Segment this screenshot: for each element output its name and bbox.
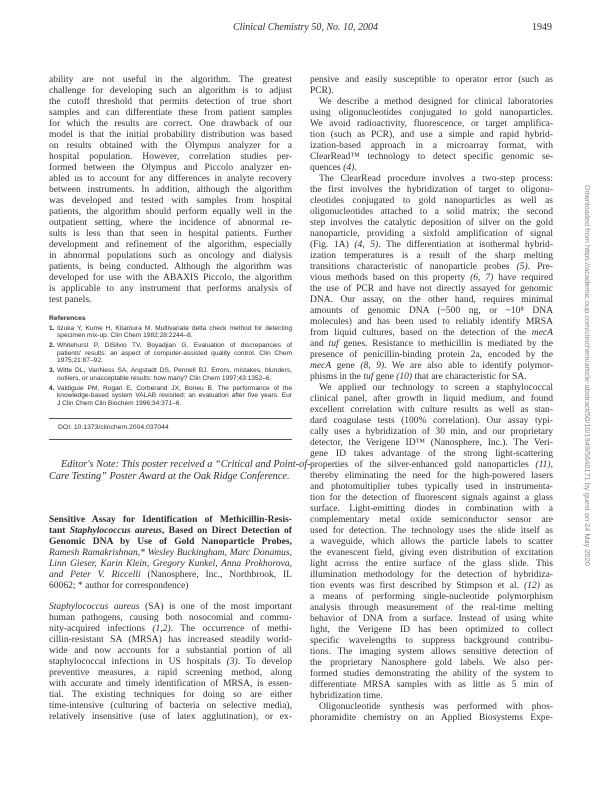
text-line: cillin-resistant SA (MRSA) has increased steadily world- bbox=[49, 634, 292, 645]
text-line: vious methods based on this property (6, 7) have required bbox=[310, 272, 553, 283]
abstract-body bbox=[49, 601, 292, 722]
text-line: ability are not useful in the algorithm. The greatest bbox=[49, 74, 292, 85]
paragraph bbox=[310, 701, 553, 723]
text-line: We applied our technology to screen a staphylococcal bbox=[319, 382, 553, 393]
text-line: step involves the catalytic deposition of silver on the gold bbox=[310, 217, 553, 228]
text-line: cleotides conjugated to gold nanoparticles as well as bbox=[310, 195, 553, 206]
references-heading: References bbox=[49, 315, 86, 322]
text-line: clinical panel, after growth in liquid medium, and found bbox=[310, 393, 553, 404]
left-column-text bbox=[49, 74, 292, 305]
text-line: in abnormal populations such as oncology and dialysis bbox=[49, 250, 292, 261]
text-line: light across the entire surface of the glass slide. This bbox=[310, 558, 553, 569]
text-line: dard coagulase tests (100% correlation). Our assay typi- bbox=[310, 415, 553, 426]
text-line: test panels. bbox=[49, 294, 92, 305]
text-line: thereby eliminating the need for the high-powered lasers bbox=[310, 470, 553, 481]
text-line: nanoparticle, providing a sixfold amplification of signal bbox=[310, 228, 553, 239]
article-title-line: Sensitive Assay for Identification of Methicillin-Resis- bbox=[49, 514, 292, 525]
page-number: 1949 bbox=[532, 22, 552, 33]
text-line: abled us to account for any differences in analyte recovery bbox=[49, 173, 292, 184]
text-line: relatively insensitive (use of latex agglutination), or ex- bbox=[49, 711, 292, 722]
journal-citation: Clinical Chemistry 50, No. 10, 2004 bbox=[233, 22, 378, 33]
text-line: hospital population. However, correlation studies per- bbox=[49, 151, 292, 162]
text-line: behavior of DNA from a surface. Instead of using white bbox=[310, 613, 553, 624]
text-line: tions. The imaging system allows sensitive detection of bbox=[310, 646, 553, 657]
editors-note-line: Care Testing” Poster Award at the Oak Ridge Conference. bbox=[49, 471, 290, 482]
text-line: analysis through measurement of the real-time melting bbox=[310, 602, 553, 613]
reference-line: knowledge-based system VALAB revisited: an evaluation after five years. Eur bbox=[57, 392, 292, 400]
author-line: Linn Gieser, Karin Klein, Gregory Kunkel, Anna Prokhorova, bbox=[49, 558, 292, 569]
text-line: using oligonucleotides conjugated to gold nanoparticles. bbox=[310, 107, 553, 118]
reference-number: 3. bbox=[49, 367, 55, 375]
text-line: mecA gene (8, 9). We are also able to identify polymor- bbox=[310, 360, 554, 371]
text-line: We describe a method designed for clinical laboratories bbox=[319, 96, 553, 107]
text-line: patients, is being conducted. Although the algorithm was bbox=[49, 261, 292, 272]
text-line: was developed and tested with samples from hospital bbox=[49, 195, 292, 206]
text-line: preventive measures, a rapid screening method, along bbox=[49, 667, 292, 678]
text-line: illumination methodology for the detection of hybridiza- bbox=[310, 569, 553, 580]
text-line: phoramidite chemistry on an Applied Biosystems Expe- bbox=[310, 712, 553, 723]
text-line: human pathogens, causing both nosocomial and commu- bbox=[49, 612, 292, 623]
text-line: tial. The existing techniques for doing so are either bbox=[49, 689, 292, 700]
text-line: the evanescent field, giving even distribution of excitation bbox=[310, 547, 553, 558]
reference-line: outliers, or unacceptable results: how many? Clin Chem 1997;43:1352–6. bbox=[57, 374, 272, 382]
text-line: specific wavelengths to suppress background contribu- bbox=[310, 635, 553, 646]
reference-item bbox=[49, 367, 292, 382]
paragraph bbox=[310, 96, 553, 173]
text-line: cally uses a hybridization of 30 min, and our proprietary bbox=[310, 426, 553, 437]
doi-text: DOI: 10.1373/clinchem.2004.037044 bbox=[58, 424, 169, 431]
text-line: and tuf genes. Resistance to methicillin is mediated by the bbox=[310, 338, 553, 349]
text-line: amounts of genomic DNA (~500 ng, or ~10⁸ DNA bbox=[310, 305, 553, 316]
text-line: outpatient setting, where the incidence of abnormal re- bbox=[49, 217, 292, 228]
download-watermark: Downloaded from https://academic.oup.com/clinchem/article-abstract/50/10/1949/5640171 by guest on 24 May 2020 bbox=[583, 185, 592, 566]
text-line: tion (such as PCR), and use a simple and rapid hybrid- bbox=[310, 129, 553, 140]
text-line: from liquid cultures, based on the detection of the mecA bbox=[310, 327, 553, 338]
text-line: and photomultiplier tubes typically used in instrumenta- bbox=[310, 481, 553, 492]
article-title-line: tant Staphylococcus aureus, Based on Direct Detection of bbox=[49, 525, 292, 536]
text-line: oligonucleotides attached to a solid matrix; the second bbox=[310, 206, 553, 217]
text-line: PCR). bbox=[310, 85, 334, 96]
text-line: is applicable to any instrument that performs analysis of bbox=[49, 283, 292, 294]
text-line: the first involves the hybridization of target to oligonu- bbox=[310, 184, 553, 195]
text-line: staphylococcal infections in US hospitals (3). To develop bbox=[49, 656, 292, 667]
text-line: detector, the Verigene ID™ (Nanosphere, Inc.). The Veri- bbox=[310, 437, 553, 448]
text-line: molecules) and has been used to reliably identify MRSA bbox=[310, 316, 553, 327]
running-header-journal bbox=[233, 22, 378, 34]
text-line: a waveguide, which allows the particle labels to scatter bbox=[310, 536, 553, 547]
text-line: properties of the silver-enhanced gold nanoparticles (11), bbox=[310, 459, 553, 470]
text-line: ization temperatures is a result of the sharp melting bbox=[310, 250, 553, 261]
paragraph bbox=[49, 74, 292, 305]
article-title-line: Genomic DNA by Use of Gold Nanoparticle Probes, bbox=[49, 536, 292, 547]
text-line: sults is less than that seen in hospital patients. Further bbox=[49, 228, 292, 239]
text-line: development and refinement of the algorithm, especially bbox=[49, 239, 292, 250]
reference-line: J Clin Chem Clin Biochem 1996;34:371–6. bbox=[57, 399, 182, 407]
text-line: with accurate and timely identification of MRSA, is essen- bbox=[49, 678, 292, 689]
text-line: Oligonucleotide synthesis was performed with phos- bbox=[319, 701, 553, 712]
text-line: DNA. Our assay, on the other hand, requires minimal bbox=[310, 294, 553, 305]
text-line: complementary metal oxide semiconductor sensor are bbox=[310, 514, 553, 525]
text-line: Staphylococcus aureus (SA) is one of the most important bbox=[49, 601, 292, 612]
text-line: presence of penicillin-binding protein 2a, encoded by the bbox=[310, 349, 553, 360]
text-line: hybridization time. bbox=[310, 690, 383, 701]
paragraph bbox=[310, 74, 553, 96]
text-line: the use of PCR and have not directly assayed for genomic bbox=[310, 283, 553, 294]
text-line: ClearRead™ technology to detect specific genomic se- bbox=[310, 151, 553, 162]
text-line: The ClearRead procedure involves a two-step process: bbox=[319, 173, 553, 184]
paragraph bbox=[310, 173, 553, 382]
author-line: 60062; * author for correspondence) bbox=[49, 580, 189, 591]
text-line: formed between the Olympus and Piccolo analyzer en- bbox=[49, 162, 292, 173]
paragraph bbox=[49, 601, 292, 722]
text-line: formed studies demonstrating the ability of the system to bbox=[310, 668, 553, 679]
text-line: tion for the detection of fluorescent signals against a glass bbox=[310, 492, 553, 503]
divider bbox=[49, 418, 292, 419]
text-line: wide and now accounts for a substantial portion of all bbox=[49, 645, 292, 656]
text-line: (Fig. 1A) (4, 5). The differentiation at isothermal hybrid- bbox=[310, 239, 553, 250]
author-line: and Peter V. Riccelli (Nanosphere, Inc., Northbrook, IL bbox=[49, 569, 292, 580]
divider bbox=[49, 439, 292, 440]
reference-list bbox=[49, 325, 292, 408]
text-line: tion events was first described by Stimpson et al. (12) as bbox=[310, 580, 553, 591]
editors-note bbox=[49, 459, 311, 483]
reference-number: 4. bbox=[49, 384, 55, 392]
text-line: differentiate MRSA samples with as little as 5 min of bbox=[310, 679, 553, 690]
text-line: phisms in the tuf gene (10) that are characteristic for SA. bbox=[310, 371, 527, 382]
text-line: pensive and easily susceptible to operator error (such as bbox=[310, 74, 553, 85]
text-line: a means of performing single-nucleotide polymorphism bbox=[310, 591, 553, 602]
right-column-text bbox=[310, 74, 553, 723]
editors-note-line: Editor's Note: This poster received a “Critical and Point-of- bbox=[61, 459, 311, 470]
text-line: on results obtained with the Olympus analyzer for a bbox=[49, 140, 292, 151]
text-line: excellent correlation with culture results as well as stan- bbox=[310, 404, 553, 415]
reference-line: Valdiguie PM, Rogari E, Corberand JX, Boneu B. The performance of the bbox=[57, 384, 292, 392]
text-line: the cutoff threshold that permits detection of true short bbox=[49, 96, 292, 107]
text-line: time-intensive (culturing of bacteria on selective media), bbox=[49, 700, 292, 711]
text-line: ization-based approach in a microarray format, with bbox=[310, 140, 553, 151]
reference-line: patients' results: an aspect of computer-assisted quality control. Clin Chem bbox=[57, 349, 292, 357]
text-line: patients, the algorithm should perform equally well in the bbox=[49, 206, 292, 217]
reference-item bbox=[49, 385, 292, 408]
text-line: gene ID takes advantage of the strong light-scattering bbox=[310, 448, 553, 459]
reference-line: Whitehurst P, DiSilvio TV, Boyadjian G. Evaluation of discrepancies of bbox=[57, 342, 292, 350]
reference-line: 1975;21:87–92. bbox=[57, 357, 103, 365]
reference-number: 2. bbox=[49, 342, 55, 350]
text-line: light, the Verigene ID has been optimized to collect bbox=[310, 624, 553, 635]
text-line: nity-acquired infections (1,2). The occurrence of methi- bbox=[49, 623, 292, 634]
reference-line: Witte DL, VanNess SA, Angstadt DS, Pennell BJ. Errors, mistakes, blunders, bbox=[57, 367, 292, 375]
text-line: for which the results are correct. One drawback of our bbox=[49, 118, 292, 129]
paragraph bbox=[310, 382, 553, 701]
text-line: developed for use with the ABAXIS Piccolo, the algorithm bbox=[49, 272, 292, 283]
author-line: Ramesh Ramakrishnan,* Wesley Buckingham, Marc Donamus, bbox=[49, 547, 292, 558]
text-line: surface. Light-emitting diodes in combination with a bbox=[310, 503, 553, 514]
text-line: We avoid radioactivity, fluorescence, or target amplifica- bbox=[310, 118, 553, 129]
reference-number: 1. bbox=[49, 324, 55, 332]
reference-item bbox=[49, 325, 292, 340]
text-line: quences (4). bbox=[310, 162, 357, 173]
text-line: model is that the initial probability distribution was based bbox=[49, 129, 292, 140]
reference-line: specimen mix-up. Clin Chem 1982;28:2244–8. bbox=[57, 332, 193, 340]
text-line: between instruments. In addition, although the algorithm bbox=[49, 184, 292, 195]
text-line: challenge for developing such an algorithm is to adjust bbox=[49, 85, 292, 96]
reference-item bbox=[49, 342, 292, 365]
text-line: the proprietary Nanosphere gold labels. We also per- bbox=[310, 657, 553, 668]
text-line: samples and can differentiate these from patient samples bbox=[49, 107, 292, 118]
reference-line: Iizuka Y, Kume H, Kitamura M. Multivariate delta check method for detecting bbox=[57, 324, 292, 332]
text-line: transitions characteristic of nanoparticle probes (5). Pre- bbox=[310, 261, 553, 272]
abstract-heading bbox=[49, 514, 292, 591]
references-section bbox=[49, 315, 292, 410]
text-line: used for detection. The technology uses the slide itself as bbox=[310, 525, 553, 536]
